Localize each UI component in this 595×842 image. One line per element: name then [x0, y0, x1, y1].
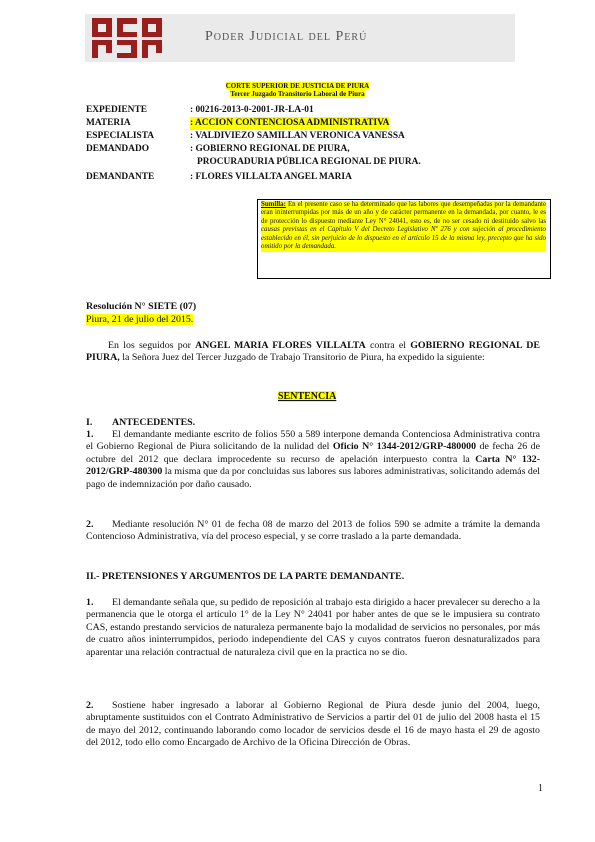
resolution-title: Resolución N° SIETE (07) [86, 301, 197, 312]
case-field-row [86, 104, 314, 117]
summary-box [257, 199, 551, 279]
case-field-value: : GOBIERNO REGIONAL DE PIURA, [190, 144, 350, 154]
section-2-paragraph-2: 2. Sostiene haber ingresado a laborar al Gobierno Regional de Piura desde junio del 2004, luego, abruptamente sustituidos con el Contrato Administrativo de Servicios a partir del 01 de julio del 2008 hasta el 15 de mayo del 2012, continuando laborando como locador de servicios desde el 16 de mayo hasta el 29 de agosto del 2012, todo ello como Encargado de Archivo de la Oficina Dirección de Obras. [86, 700, 540, 749]
case-field-value: : VALDIVIEZO SAMILLAN VERONICA VANESSA [190, 131, 405, 141]
case-field-label: EXPEDIENTE [86, 105, 147, 115]
page-number: 1 [538, 783, 543, 794]
case-field-value: : ACCION CONTENCIOSA ADMINISTRATIVA [190, 118, 390, 128]
section-1-paragraph-2: 2. Mediante resolución N° 01 de fecha 08 de marzo del 2013 de folios 590 se admite a trámite la demanda Contencioso Administrativa, vía del proceso especial, y se corre traslado a la parte demandada. [86, 519, 540, 543]
case-field-label: DEMANDADO [86, 144, 150, 154]
section-2-heading: II.- PRETENSIONES Y ARGUMENTOS DE LA PARTE DEMANDANTE. [86, 571, 405, 582]
institution-name: Poder Judicial del Perú [205, 29, 368, 44]
judiciary-logo-icon [92, 18, 188, 58]
court-name: CORTE SUPERIOR DE JUSTICIA DE PIURA [225, 82, 370, 90]
sentence-heading: SENTENCIA [278, 391, 337, 402]
section-2-paragraph-1: 1. El demandante señala que, su pedido de reposición al trabajo esta dirigido a hacer prevalecer su derecho a la permanencia que le otorga el artículo 1° de la Ley N° 24041 por haber antes de que se le impusiera su contrato CAS, estando prestando servicios de naturaleza permanente bajo la modalidad de servicios no personales, por más de cuatro años ininterrumpidos, periodo independiente del CAS y cuyos contratos fueron desnaturalizados para aparentar una relación contractual de naturaleza civil que en la practica no se dio. [86, 597, 541, 658]
case-field-value: : FLORES VILLALTA ANGEL MARIA [190, 172, 352, 182]
intro-paragraph: En los seguidos por ANGEL MARIA FLORES VILLALTA contra el GOBIERNO REGIONAL DE PIURA, la Señora Juez del Tercer Juzgado de Trabajo Transitorio de Piura, ha expedido la siguiente: [86, 340, 540, 364]
section-1-paragraph-1: 1. El demandante mediante escrito de folios 550 a 589 interpone demanda Contenciosa Administrativa contra el Gobierno Regional de Piura solicitando de la nulidad del Oficio N° 1344-2012/GRP-480000 de fecha 26 de octubre del 2012 que declara improcedente su recurso de apelación interpuesto contra la Carta N° 132-2012/GRP-480300 la misma que da por concluidas sus labores sus labores administrativas, solicitando además del pago de indemnización por daño causado. [86, 429, 540, 490]
case-field-row [86, 143, 350, 156]
case-field-label: ESPECIALISTA [86, 131, 155, 141]
summary-text: Sumilla: En el presente caso se ha determinado que las labores que desempeñadas por la demandante eran ininterrumpidas por más de un año y de carácter permanente en la demandada, por cuanto, le es de protección lo dispuesto mediante Ley N° 24041, esto es, de no ser cesado ni destituido salvo las causas previstas en el Capítulo V del Decreto Legislativo Nº 276 y con sujeción al procedimiento establecido en él, sin perjuicio de lo dispuesto en el artículo 15 de la misma ley, precepto que ha sido omitido por la demandada. [261, 201, 546, 251]
case-field-value: : 00216-2013-0-2001-JR-LA-01 [190, 105, 314, 115]
court-division: Tercer Juzgado Transitorio Laboral de Piura [230, 90, 365, 98]
case-field-label: MATERIA [86, 118, 131, 128]
case-field-row [86, 117, 389, 130]
case-field-value: PROCURADURIA PÚBLICA REGIONAL DE PIURA. [197, 157, 421, 167]
resolution-date: Piura, 21 de julio del 2015. [86, 314, 194, 325]
case-field-row [86, 156, 421, 169]
case-field-row [86, 171, 352, 184]
case-field-label: DEMANDANTE [86, 172, 155, 182]
case-field-row [86, 130, 405, 143]
section-1-heading: I. ANTECEDENTES. [86, 417, 196, 428]
